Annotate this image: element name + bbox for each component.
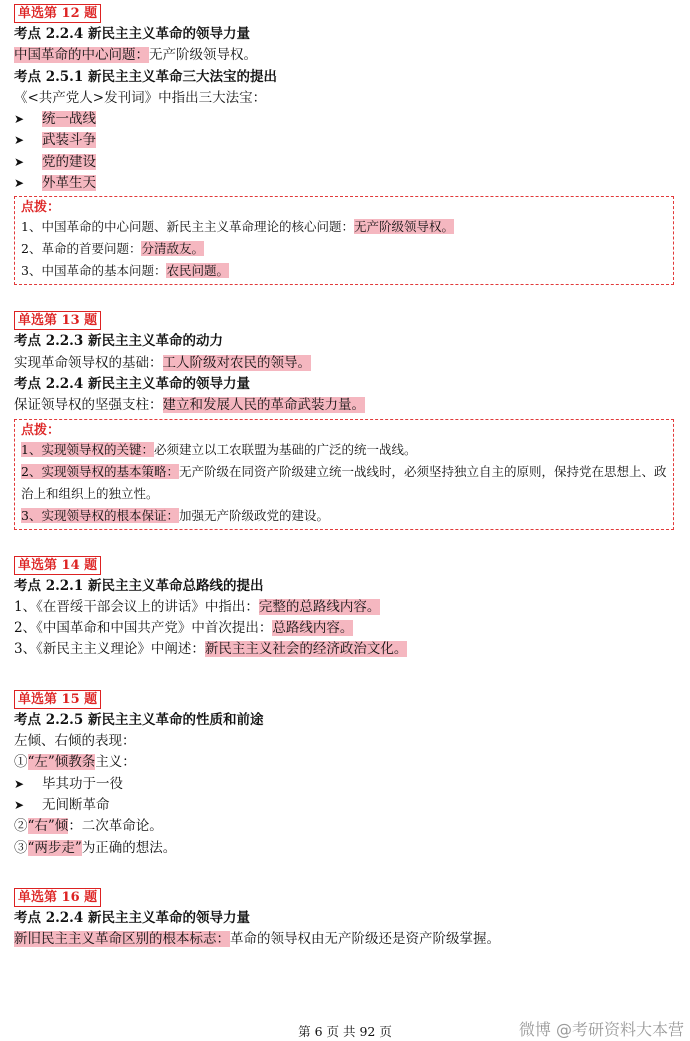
plain-text: 2、《中国革命和中国共产党》中首次提出： (14, 620, 273, 637)
highlight-text: 外革生天 (42, 175, 96, 192)
plain-text: 革命的领导权由无产阶级还是资产阶级掌握。 (230, 931, 500, 948)
arrow-bullet-icon: ➤ (14, 176, 25, 191)
knowledge-point-title: 考点 2.2.4 新民主主义革命的领导力量 (14, 909, 250, 926)
tip-box (14, 196, 674, 285)
plain-text: 1、《在晋绥干部会议上的讲话》中指出： (14, 598, 259, 615)
plain-text: 2、革命的首要问题： (21, 241, 142, 257)
knowledge-point-title: 考点 2.5.1 新民主主义革命三大法宝的提出 (14, 68, 277, 85)
highlight-text: 新民主主义社会的经济政治文化。 (204, 641, 408, 658)
highlight-text: 统一战线 (42, 111, 96, 128)
arrow-bullet-icon: ➤ (14, 112, 25, 127)
highlight-text: 武装斗争 (42, 132, 96, 149)
question-14 (14, 554, 684, 661)
circled-number: ① (14, 754, 28, 771)
text-line (14, 353, 684, 374)
highlight-text: 新旧民主主义革命区别的根本标志： (14, 931, 230, 948)
text-line (14, 929, 684, 950)
tip-line (21, 439, 669, 461)
bullet-item (14, 795, 684, 816)
spacer (14, 285, 684, 309)
plain-text: 实现革命领导权的基础： (14, 354, 163, 371)
highlight-text: 总路线内容。 (272, 620, 354, 637)
text-line (14, 597, 684, 618)
tip-title: 点拨： (21, 422, 61, 438)
highlight-text: 工人阶级对农民的领导。 (162, 354, 311, 371)
highlight-text: “左”倾教条 (27, 754, 96, 771)
knowledge-point-title: 考点 2.2.3 新民主主义革命的动力 (14, 333, 223, 350)
question-tag: 单选第 16 题 (14, 888, 101, 907)
tip-line (21, 260, 669, 282)
text-line (14, 395, 684, 416)
knowledge-point-title: 考点 2.2.5 新民主主义革命的性质和前途 (14, 711, 264, 728)
text-line (14, 639, 684, 660)
text-line (14, 45, 684, 66)
plain-text: ：二次革命论。 (68, 818, 163, 835)
plain-text: 无间断革命 (42, 796, 110, 813)
question-tag: 单选第 15 题 (14, 690, 101, 709)
question-tag: 单选第 14 题 (14, 556, 101, 575)
tip-title: 点拨： (21, 200, 61, 216)
plain-text: 1、中国革命的中心问题、新民主主义革命理论的核心问题： (21, 219, 354, 235)
plain-text: 为正确的想法。 (81, 839, 177, 856)
question-16 (14, 886, 684, 951)
highlight-text: 分清敌友。 (141, 241, 204, 257)
arrow-bullet-icon: ➤ (14, 154, 25, 169)
tip-line (21, 216, 669, 238)
spacer (14, 661, 684, 688)
spacer (14, 859, 684, 886)
plain-text: 主义： (95, 754, 136, 771)
question-tag: 单选第 13 题 (14, 311, 101, 330)
tip-line (21, 505, 669, 527)
highlight-text: 中国革命的中心问题： (14, 47, 149, 64)
highlight-text: 3、实现领导权的根本保证： (21, 507, 179, 523)
question-13 (14, 309, 684, 529)
plain-text: 保证领导权的坚强支柱： (14, 397, 163, 414)
text-line: 《<共产党人>发刊词》中指出三大法宝： (14, 89, 267, 106)
plain-text: 加强无产阶级政党的建设。 (178, 507, 329, 523)
highlight-text: “两步走” (27, 839, 82, 856)
highlight-text: 1、实现领导权的关键： (21, 441, 154, 457)
plain-text: 无产阶级领导权。 (149, 47, 257, 64)
plain-text: 必须建立以工农联盟为基础的广泛的统一战线。 (153, 441, 417, 457)
plain-text: 3、中国革命的基本问题： (21, 263, 167, 279)
highlight-text: “右”倾 (27, 818, 69, 835)
question-15 (14, 688, 684, 859)
document-page (14, 2, 684, 950)
plain-text: 3、《新民主主义理论》中阐述： (14, 641, 205, 658)
text-line (14, 816, 684, 837)
highlight-text: 无产阶级领导权。 (353, 219, 454, 235)
bullet-item (14, 109, 684, 130)
highlight-text: 完整的总路线内容。 (258, 598, 381, 615)
knowledge-point-title: 考点 2.2.1 新民主主义革命总路线的提出 (14, 577, 264, 594)
question-12 (14, 2, 684, 285)
highlight-text: 2、实现领导权的基本策略： (21, 463, 179, 479)
plain-text: 毕其功于一役 (42, 775, 123, 792)
text-line (14, 618, 684, 639)
bullet-item (14, 173, 684, 194)
highlight-text: 建立和发展人民的革命武装力量。 (162, 397, 365, 414)
watermark: 微博 @考研资料大本营 (518, 1020, 684, 1039)
bullet-item (14, 774, 684, 795)
knowledge-point-title: 考点 2.2.4 新民主主义革命的领导力量 (14, 26, 250, 42)
spacer (14, 530, 684, 554)
circled-number: ③ (14, 839, 28, 856)
knowledge-point-title: 考点 2.2.4 新民主主义革命的领导力量 (14, 375, 250, 392)
circled-number: ② (14, 818, 28, 835)
arrow-bullet-icon: ➤ (14, 797, 25, 812)
tip-line (21, 238, 669, 260)
bullet-item (14, 130, 684, 151)
arrow-bullet-icon: ➤ (14, 776, 25, 791)
page-number-footer: 第 6 页 共 92 页 (298, 1024, 392, 1039)
arrow-bullet-icon: ➤ (14, 133, 25, 148)
question-tag: 单选第 12 题 (14, 4, 101, 23)
highlight-text: 党的建设 (42, 153, 96, 170)
tip-box (14, 419, 674, 530)
text-line (14, 752, 684, 773)
highlight-text: 农民问题。 (166, 263, 229, 279)
plain-text: 无产阶级在同资产阶级建立统一战线时，必须坚持独立自主的原则，保持党在思想上、政治上和组织上的独立性。 (21, 463, 667, 501)
bullet-item (14, 152, 684, 173)
text-line (14, 838, 684, 859)
text-line: 左倾、右倾的表现： (14, 733, 136, 750)
tip-line (21, 461, 669, 505)
